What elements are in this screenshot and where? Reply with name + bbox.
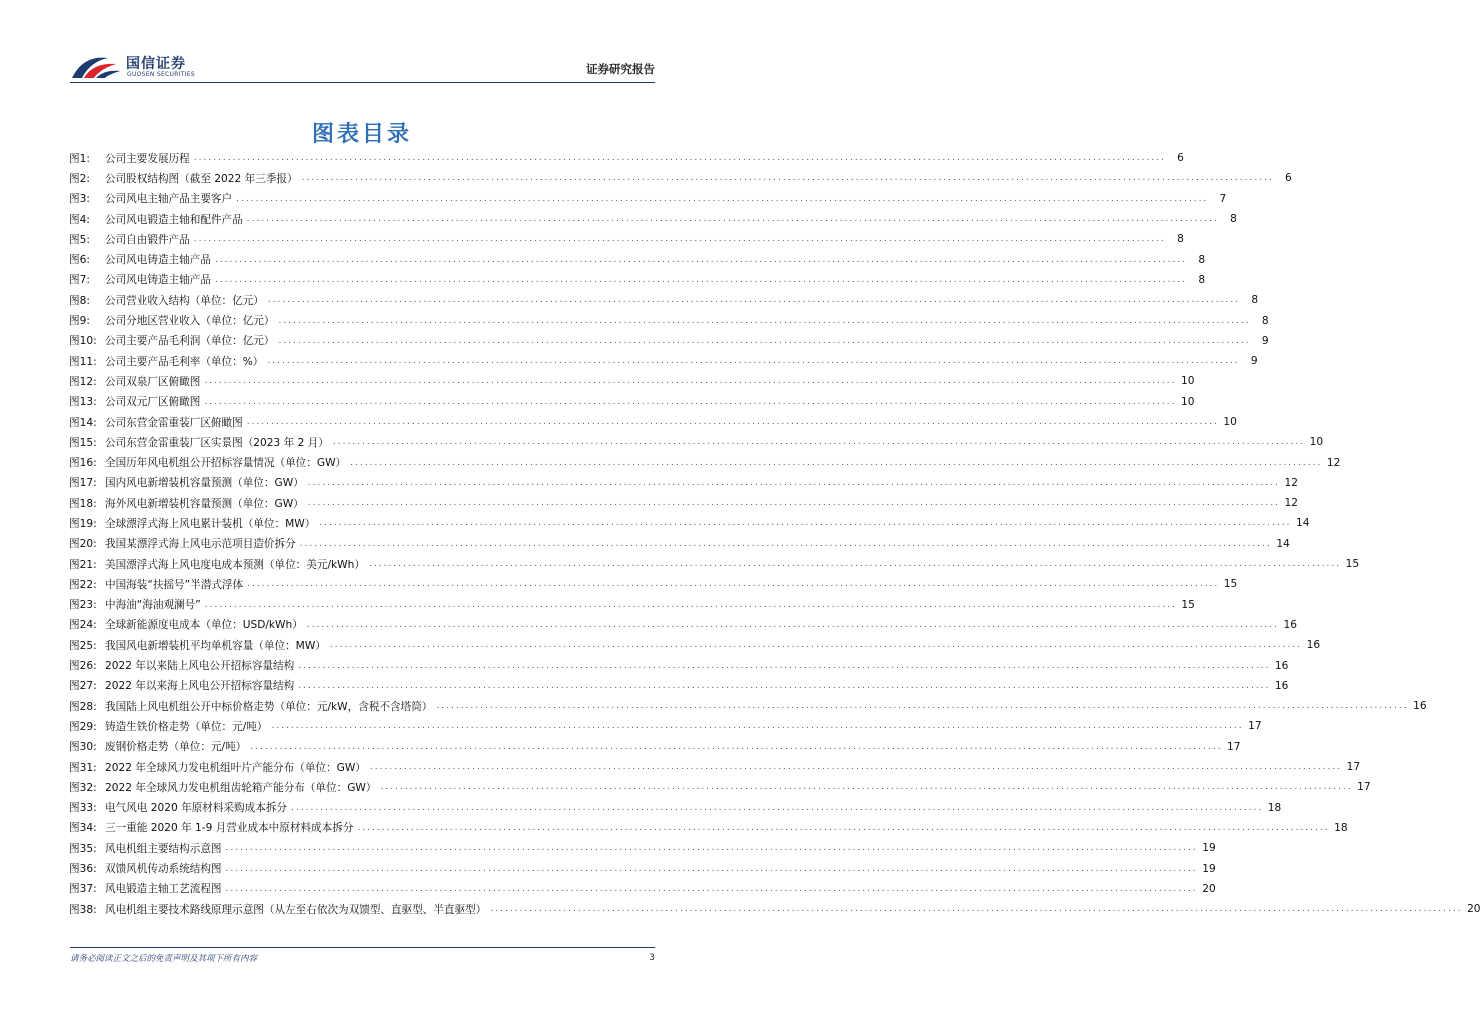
toc-entry-title: 公司风电主轴产品主要客户 xyxy=(105,193,233,206)
toc-leader-dots: ........................................................................................................................................................................................................ xyxy=(368,559,1342,570)
toc-entry-page: 16 xyxy=(1274,679,1289,692)
toc-entry-label: 图20: xyxy=(69,538,97,551)
toc-leader-dots: ........................................................................................................................................................................................................ xyxy=(350,457,1323,468)
toc-entry-label: 图9: xyxy=(69,315,90,328)
toc-leader-dots: ........................................................................................................................................................................................................ xyxy=(332,437,1306,448)
toc-entry[interactable] xyxy=(69,189,1227,209)
toc-entry[interactable] xyxy=(69,148,1184,168)
toc-entry[interactable] xyxy=(69,858,1216,878)
toc-entry-title: 公司双泉厂区俯瞰图 xyxy=(105,375,201,388)
toc-entry[interactable] xyxy=(69,229,1184,249)
toc-entry[interactable] xyxy=(69,331,1269,351)
guosen-logo-icon xyxy=(70,52,122,82)
toc-leader-dots: ........................................................................................................................................................................................................ xyxy=(204,376,1177,387)
toc-entry-page: 15 xyxy=(1181,598,1195,611)
toc-leader-dots: ........................................................................................................................................................................................................ xyxy=(306,619,1280,630)
toc-entry-label: 图22: xyxy=(69,578,97,591)
toc-entry-title: 中国海装“扶摇号”半潜式浮体 xyxy=(105,578,244,591)
toc-entry[interactable] xyxy=(69,209,1237,229)
toc-entry-page: 9 xyxy=(1250,355,1258,368)
toc-entry-title: 2022 年全球风力发电机组叶片产能分布（单位：GW） xyxy=(105,761,366,774)
page-title: 图表目录 xyxy=(311,122,412,147)
toc-entry-title: 美国漂浮式海上风电度电成本预测（单位：美元/kWh） xyxy=(105,558,365,571)
toc-entry-page: 10 xyxy=(1181,395,1195,408)
toc-entry-title: 2022 年全球风力发电机组齿轮箱产能分布（单位：GW） xyxy=(105,781,377,794)
toc-entry[interactable] xyxy=(69,554,1360,574)
toc-leader-dots: ........................................................................................................................................................................................................ xyxy=(380,782,1353,793)
logo-chinese-name: 国信证券 xyxy=(126,56,186,72)
toc-entry-label: 图1: xyxy=(69,152,90,165)
toc-entry-label: 图27: xyxy=(69,680,97,693)
toc-entry-title: 公司营业收入结构（单位：亿元） xyxy=(105,294,264,307)
toc-entry[interactable] xyxy=(69,879,1216,899)
toc-entry[interactable] xyxy=(69,493,1298,513)
toc-entry-page: 15 xyxy=(1223,578,1238,591)
toc-entry-label: 图2: xyxy=(69,172,90,185)
toc-entry-page: 14 xyxy=(1276,537,1290,550)
toc-entry[interactable] xyxy=(69,899,1481,919)
toc-entry-title: 国内风电新增装机容量预测（单位：GW） xyxy=(105,477,304,490)
toc-entry[interactable] xyxy=(69,452,1341,472)
toc-entry-title: 公司股权结构图（截至 2022 年三季报） xyxy=(105,172,298,185)
toc-entry[interactable] xyxy=(69,595,1195,615)
toc-entry-title: 公司自由锻件产品 xyxy=(105,233,190,246)
toc-entry-page: 10 xyxy=(1223,416,1237,428)
toc-entry[interactable] xyxy=(69,798,1282,818)
toc-leader-dots: ........................................................................................................................................................................................................ xyxy=(204,599,1177,610)
toc-entry-title: 我国风电新增装机平均单机容量（单位：MW） xyxy=(105,639,326,652)
toc-entry-page: 12 xyxy=(1284,476,1298,489)
toc-entry[interactable] xyxy=(69,371,1195,391)
toc-entry-page: 8 xyxy=(1230,213,1237,226)
toc-entry-page: 16 xyxy=(1274,659,1289,672)
toc-entry-title: 公司分地区营业收入（单位：亿元） xyxy=(105,315,275,328)
toc-entry-label: 图5: xyxy=(69,233,90,246)
toc-entry-label: 图23: xyxy=(69,599,97,612)
toc-entry-label: 图19: xyxy=(69,517,97,530)
toc-leader-dots: ........................................................................................................................................................................................................ xyxy=(298,660,1271,671)
toc-entry[interactable] xyxy=(69,473,1298,493)
toc-entry-label: 图7: xyxy=(69,274,90,287)
toc-entry-title: 公司风电铸造主轴产品 xyxy=(105,254,211,267)
toc-entry[interactable] xyxy=(69,818,1348,838)
toc-leader-dots: ........................................................................................................................................................................................................ xyxy=(319,518,1292,529)
table-of-figures xyxy=(69,148,1481,919)
toc-entry-page: 14 xyxy=(1296,517,1310,530)
toc-entry-page: 8 xyxy=(1261,314,1269,327)
toc-entry[interactable] xyxy=(69,777,1371,797)
toc-entry-title: 三一重能 2020 年 1-9 月营业成本中原材料成本拆分 xyxy=(105,822,354,835)
toc-entry-page: 16 xyxy=(1283,618,1298,631)
toc-leader-dots: ........................................................................................................................................................................................................ xyxy=(307,477,1280,488)
toc-entry-page: 17 xyxy=(1248,720,1262,733)
toc-entry-title: 2022 年以来海上风电公开招标容量结构 xyxy=(105,680,295,693)
toc-entry-label: 图18: xyxy=(69,497,97,510)
toc-entry-title: 公司东营金雷重装厂区俯瞰图 xyxy=(105,416,243,429)
toc-entry-label: 图30: xyxy=(69,741,97,754)
toc-leader-dots: ........................................................................................................................................................................................................ xyxy=(299,538,1272,549)
toc-entry-label: 图17: xyxy=(69,477,97,490)
page-header xyxy=(70,48,655,84)
toc-leader-dots: ........................................................................................................................................................................................................ xyxy=(436,701,1409,712)
page-number: 3 xyxy=(649,953,655,963)
toc-entry-label: 图6: xyxy=(69,254,90,267)
toc-entry[interactable] xyxy=(69,412,1237,432)
toc-entry-page: 8 xyxy=(1198,253,1206,266)
toc-leader-dots: ........................................................................................................................................................................................................ xyxy=(490,904,1463,915)
toc-entry[interactable] xyxy=(69,635,1321,655)
toc-entry-title: 公司主要产品毛利率（单位：%） xyxy=(105,355,264,368)
toc-entry-page: 10 xyxy=(1181,375,1195,388)
toc-entry-title: 中海油“海油观澜号” xyxy=(105,599,201,612)
toc-leader-dots: ........................................................................................................................................................................................................ xyxy=(247,579,1220,590)
toc-entry[interactable] xyxy=(69,290,1259,310)
report-type-label: 证券研究报告 xyxy=(586,62,655,76)
toc-entry-page: 6 xyxy=(1177,152,1184,165)
toc-entry-title: 公司风电锻造主轴和配件产品 xyxy=(105,213,243,226)
toc-entry-label: 图28: xyxy=(69,700,97,713)
toc-entry-title: 电气风电 2020 年原材料采购成本拆分 xyxy=(105,802,288,815)
toc-entry-page: 18 xyxy=(1334,821,1348,834)
toc-entry-page: 17 xyxy=(1357,781,1371,794)
toc-entry-label: 图8: xyxy=(69,294,90,307)
toc-entry-page: 10 xyxy=(1309,436,1324,449)
toc-entry-label: 图34: xyxy=(69,822,97,835)
toc-entry-page: 9 xyxy=(1261,334,1269,347)
toc-entry-title: 风电锻造主轴工艺流程图 xyxy=(105,883,222,896)
toc-entry-title: 海外风电新增装机容量预测（单位：GW） xyxy=(105,497,304,510)
toc-entry-title: 全球漂浮式海上风电累计装机（单位：MW） xyxy=(105,517,316,530)
toc-entry-label: 图16: xyxy=(69,457,97,470)
toc-entry[interactable] xyxy=(69,757,1361,777)
toc-entry-title: 我国某漂浮式海上风电示范项目造价拆分 xyxy=(105,538,296,551)
toc-leader-dots: ........................................................................................................................................................................................................ xyxy=(298,680,1271,691)
toc-entry[interactable] xyxy=(69,676,1289,696)
toc-entry-title: 公司主要发展历程 xyxy=(105,152,190,165)
toc-leader-dots: ........................................................................................................................................................................................................ xyxy=(214,274,1188,285)
toc-leader-dots: ........................................................................................................................................................................................................ xyxy=(307,498,1280,509)
guosen-logo xyxy=(70,48,210,84)
toc-entry[interactable] xyxy=(69,574,1238,594)
toc-leader-dots: ........................................................................................................................................................................................................ xyxy=(204,396,1177,407)
toc-entry-label: 图35: xyxy=(69,842,97,855)
toc-leader-dots: ........................................................................................................................................................................................................ xyxy=(225,863,1198,874)
toc-entry-label: 图33: xyxy=(69,802,97,815)
toc-entry-label: 图4: xyxy=(69,213,90,226)
toc-entry-page: 17 xyxy=(1226,740,1241,753)
toc-entry-page: 17 xyxy=(1346,761,1361,774)
toc-entry-title: 公司主要产品毛利润（单位：亿元） xyxy=(105,335,275,348)
toc-leader-dots: ........................................................................................................................................................................................................ xyxy=(357,822,1330,833)
toc-entry-label: 图26: xyxy=(69,660,97,673)
toc-entry-page: 12 xyxy=(1326,456,1341,469)
toc-entry[interactable] xyxy=(69,838,1216,858)
toc-entry-page: 6 xyxy=(1285,172,1292,185)
toc-entry[interactable] xyxy=(69,655,1289,675)
logo-english-name: GUOSEN SECURITIES xyxy=(127,71,196,78)
toc-entry-label: 图38: xyxy=(69,903,97,916)
toc-leader-dots: ........................................................................................................................................................................................................ xyxy=(225,883,1198,894)
toc-entry-title: 我国陆上风电机组公开中标价格走势（单位：元/kW，含税不含塔筒） xyxy=(105,700,433,713)
toc-leader-dots: ........................................................................................................................................................................................................ xyxy=(278,335,1251,346)
toc-leader-dots: ........................................................................................................................................................................................................ xyxy=(301,173,1274,184)
toc-entry[interactable] xyxy=(69,716,1262,736)
toc-entry-label: 图14: xyxy=(69,416,97,429)
toc-entry-label: 图15: xyxy=(69,436,97,449)
toc-entry[interactable] xyxy=(69,737,1241,757)
toc-entry-page: 8 xyxy=(1251,294,1259,307)
toc-entry-title: 铸造生铁价格走势（单位：元/吨） xyxy=(105,720,268,733)
toc-entry[interactable] xyxy=(69,168,1292,188)
toc-entry-title: 风电机组主要结构示意图 xyxy=(105,842,222,855)
toc-leader-dots: ........................................................................................................................................................................................................ xyxy=(250,741,1223,752)
toc-entry[interactable] xyxy=(69,615,1298,635)
toc-entry-page: 19 xyxy=(1202,842,1216,855)
toc-leader-dots: ........................................................................................................................................................................................................ xyxy=(236,193,1209,204)
toc-entry-title: 公司风电铸造主轴产品 xyxy=(105,274,211,287)
toc-entry-label: 图32: xyxy=(69,781,97,794)
toc-leader-dots: ........................................................................................................................................................................................................ xyxy=(193,153,1166,164)
toc-entry-title: 风电机组主要技术路线原理示意图（从左至右依次为双馈型、直驱型、半直驱型） xyxy=(105,903,487,916)
toc-entry-page: 16 xyxy=(1306,639,1321,652)
disclaimer-note: 请务必阅读正文之后的免责声明及其项下所有内容 xyxy=(70,954,258,964)
toc-entry[interactable] xyxy=(69,696,1427,716)
toc-entry-page: 20 xyxy=(1202,882,1216,895)
toc-entry-label: 图13: xyxy=(69,396,97,409)
toc-leader-dots: ........................................................................................................................................................................................................ xyxy=(267,295,1241,306)
toc-entry-label: 图10: xyxy=(69,335,97,348)
footer-divider xyxy=(70,947,655,948)
header-divider xyxy=(70,82,655,83)
toc-entry-page: 19 xyxy=(1202,862,1216,875)
toc-entry-page: 7 xyxy=(1219,192,1227,205)
toc-entry[interactable] xyxy=(69,534,1290,554)
toc-entry-label: 图11: xyxy=(69,355,97,368)
toc-entry[interactable] xyxy=(69,392,1195,412)
toc-entry-label: 图29: xyxy=(69,720,97,733)
toc-leader-dots: ........................................................................................................................................................................................................ xyxy=(193,234,1166,245)
toc-entry-page: 15 xyxy=(1345,558,1360,571)
toc-entry[interactable] xyxy=(69,310,1269,330)
toc-entry-label: 图12: xyxy=(69,375,97,388)
toc-entry[interactable] xyxy=(69,513,1310,533)
toc-entry-page: 8 xyxy=(1177,233,1184,246)
toc-entry-page: 12 xyxy=(1284,497,1298,510)
toc-leader-dots: ........................................................................................................................................................................................................ xyxy=(291,802,1264,813)
toc-entry-page: 8 xyxy=(1198,273,1206,286)
toc-entry[interactable] xyxy=(69,270,1206,290)
toc-entry-label: 图3: xyxy=(69,193,90,206)
toc-leader-dots: ........................................................................................................................................................................................................ xyxy=(278,315,1251,326)
toc-entry-label: 图37: xyxy=(69,883,97,896)
toc-entry-page: 20 xyxy=(1467,903,1481,916)
toc-entry-page: 16 xyxy=(1413,700,1427,713)
toc-entry-title: 双馈风机传动系统结构图 xyxy=(105,863,222,876)
toc-entry-title: 废钢价格走势（单位：元/吨） xyxy=(105,741,247,754)
toc-entry-label: 图36: xyxy=(69,863,97,876)
toc-entry-title: 2022 年以来陆上风电公开招标容量结构 xyxy=(105,660,295,673)
toc-entry-title: 公司东营金雷重装厂区实景图（2023 年 2 月） xyxy=(105,436,329,449)
toc-entry[interactable] xyxy=(69,351,1258,371)
toc-entry-title: 公司双元厂区俯瞰图 xyxy=(105,396,201,409)
toc-entry-label: 图31: xyxy=(69,761,97,774)
toc-leader-dots: ........................................................................................................................................................................................................ xyxy=(369,762,1343,773)
toc-entry-title: 全球新能源度电成本（单位：USD/kWh） xyxy=(105,619,303,632)
toc-leader-dots: ........................................................................................................................................................................................................ xyxy=(271,721,1244,732)
toc-entry-label: 图24: xyxy=(69,619,97,632)
toc-entry-label: 图21: xyxy=(69,558,97,571)
toc-entry-label: 图25: xyxy=(69,639,97,652)
toc-leader-dots: ........................................................................................................................................................................................................ xyxy=(214,254,1188,265)
toc-entry-title: 全国历年风电机组公开招标容量情况（单位：GW） xyxy=(105,457,347,470)
toc-leader-dots: ........................................................................................................................................................................................................ xyxy=(246,214,1219,225)
toc-entry-page: 18 xyxy=(1267,801,1282,814)
toc-leader-dots: ........................................................................................................................................................................................................ xyxy=(267,356,1240,367)
toc-leader-dots: ........................................................................................................................................................................................................ xyxy=(225,843,1198,854)
toc-leader-dots: ........................................................................................................................................................................................................ xyxy=(329,640,1303,651)
toc-leader-dots: ........................................................................................................................................................................................................ xyxy=(246,417,1219,427)
toc-entry[interactable] xyxy=(69,249,1206,269)
toc-entry[interactable] xyxy=(69,432,1324,452)
